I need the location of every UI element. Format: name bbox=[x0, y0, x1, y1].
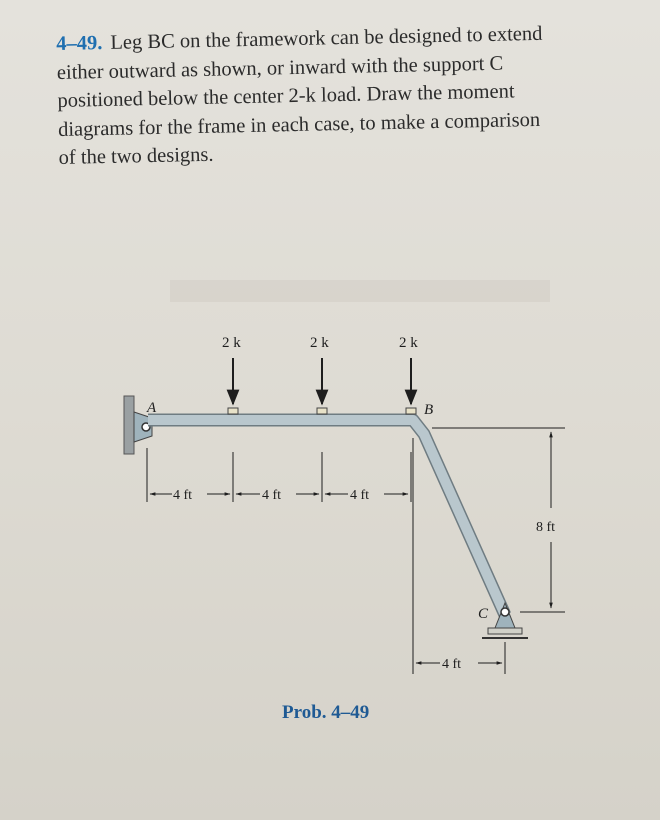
frame-member-abc bbox=[148, 420, 505, 615]
problem-line-3: positioned below the center 2-k load. Draw the moment bbox=[57, 80, 515, 112]
dim-span-1: 4 ft bbox=[173, 488, 193, 503]
load-plate-2 bbox=[317, 408, 327, 414]
show-through-band bbox=[170, 280, 550, 302]
figure-caption: Prob. 4–49 bbox=[282, 702, 370, 723]
problem-number: 4–49. bbox=[56, 32, 103, 55]
dim-offset: 4 ft bbox=[442, 657, 462, 672]
load-plate-3 bbox=[406, 408, 416, 414]
problem-line-5: of the two designs. bbox=[58, 143, 214, 169]
dim-span-3: 4 ft bbox=[350, 488, 370, 503]
dim-height: 8 ft bbox=[536, 520, 556, 535]
problem-line-2: either outward as shown, or inward with the support C bbox=[56, 52, 504, 84]
dim-span-2: 4 ft bbox=[262, 488, 282, 503]
point-c-label: C bbox=[478, 606, 489, 622]
load-plate-1 bbox=[228, 408, 238, 414]
problem-line-1: 4–49. Leg BC on the framework can be designed to extend bbox=[56, 22, 543, 55]
point-b-label: B bbox=[424, 402, 434, 418]
problem-line-4: diagrams for the frame in each case, to make a comparison bbox=[57, 108, 541, 141]
load-label-3: 2 k bbox=[399, 335, 418, 351]
load-label-1: 2 k bbox=[222, 335, 241, 351]
point-a-label: A bbox=[147, 400, 157, 416]
pin-support-c bbox=[482, 603, 528, 638]
load-label-2: 2 k bbox=[310, 335, 329, 351]
frame-outline bbox=[148, 420, 505, 615]
